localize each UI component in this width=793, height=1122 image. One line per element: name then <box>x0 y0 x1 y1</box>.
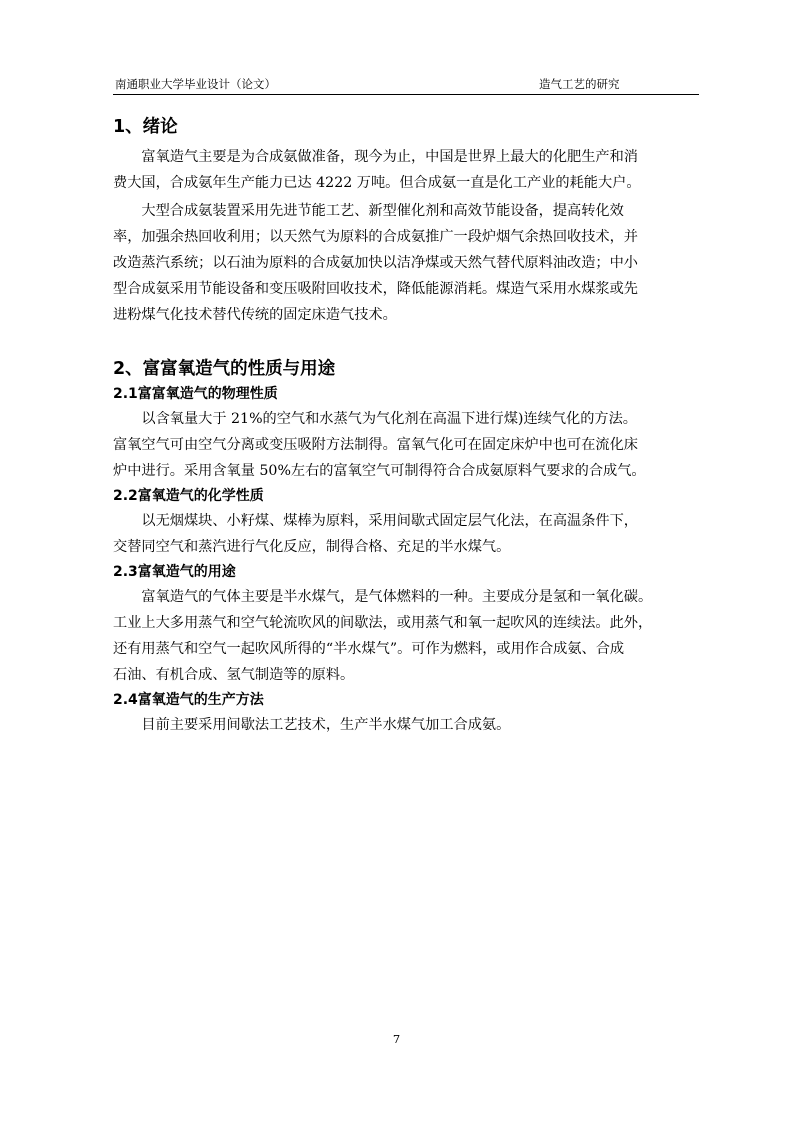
header-doc-title: 造气工艺的研究 <box>539 77 620 91</box>
text-line: 交替同空气和蒸汽进行气化反应，制得合格、充足的半水煤气。 <box>113 539 511 555</box>
text-line: 石油、有机合成、氢气制造等的原料。 <box>113 667 355 683</box>
text-line: 费大国，合成氨年生产能力已达 4222 万吨。但合成氨一直是化工产业的耗能大户。 <box>113 175 641 191</box>
section-1-paragraph-2 <box>113 198 699 328</box>
text-line: 以含氧量大于 21%的空气和水蒸气为气化剂在高温下进行煤)连续气化的方法。 <box>141 411 637 427</box>
section-2-2-paragraph <box>113 508 699 560</box>
text-line: 富氧造气主要是为合成氨做准备，现今为止，中国是世界上最大的化肥生产和消 <box>141 149 638 165</box>
text-line: 改造蒸汽系统；以石油为原料的合成氨加快以洁净煤或天然气替代原料油改造；中小 <box>113 255 638 271</box>
text-line: 目前主要采用间歇法工艺技术，生产半水煤气加工合成氨。 <box>141 717 511 733</box>
section-2-4-paragraph <box>113 712 699 738</box>
section-2-2-title: 2.2富氧造气的化学性质 <box>113 488 264 504</box>
header-school-title: 南通职业大学毕业设计（论文） <box>115 77 276 91</box>
text-line: 还有用蒸气和空气一起吹风所得的“半水煤气”。可作为燃料，或用作合成氨、合成 <box>113 641 625 657</box>
section-2-1-paragraph <box>113 406 699 484</box>
section-1-title: 1、绪论 <box>113 117 178 137</box>
text-line: 富氧造气的气体主要是半水煤气，是气体燃料的一种。主要成分是氢和一氧化碳。 <box>141 589 653 605</box>
text-line: 进粉煤气化技术替代传统的固定床造气技术。 <box>113 307 397 323</box>
text-line: 以无烟煤块、小籽煤、煤棒为原料，采用间歇式固定层气化法，在高温条件下， <box>141 513 638 529</box>
section-2-1-title: 2.1富富氧造气的物理性质 <box>113 386 278 402</box>
section-2-title: 2、富富氧造气的性质与用途 <box>113 359 336 379</box>
text-line: 大型合成氨装置采用先进节能工艺、新型催化剂和高效节能设备，提高转化效 <box>141 203 624 219</box>
text-line: 型合成氨采用节能设备和变压吸附回收技术，降低能源消耗。煤造气采用水煤浆或先 <box>113 281 638 297</box>
section-1-paragraph-1 <box>113 144 699 196</box>
text-line: 工业上大多用蒸气和空气轮流吹风的间歇法，或用蒸气和氧一起吹风的连续法。此外， <box>113 615 653 631</box>
section-2-3-paragraph <box>113 584 699 688</box>
text-line: 炉中进行。采用含氧量 50%左右的富氧空气可制得符合合成氨原料气要求的合成气。 <box>113 463 646 479</box>
page-body <box>113 114 699 738</box>
page-number: 7 <box>392 1032 401 1046</box>
text-line: 率，加强余热回收利用；以天然气为原料的合成氨推广一段炉烟气余热回收技术，并 <box>113 229 638 245</box>
section-2-4-title: 2.4富氧造气的生产方法 <box>113 692 264 708</box>
page-header <box>113 76 699 95</box>
section-2-3-title: 2.3富氧造气的用途 <box>113 564 236 580</box>
text-line: 富氧空气可由空气分离或变压吸附方法制得。富氧气化可在固定床炉中也可在流化床 <box>113 437 638 453</box>
